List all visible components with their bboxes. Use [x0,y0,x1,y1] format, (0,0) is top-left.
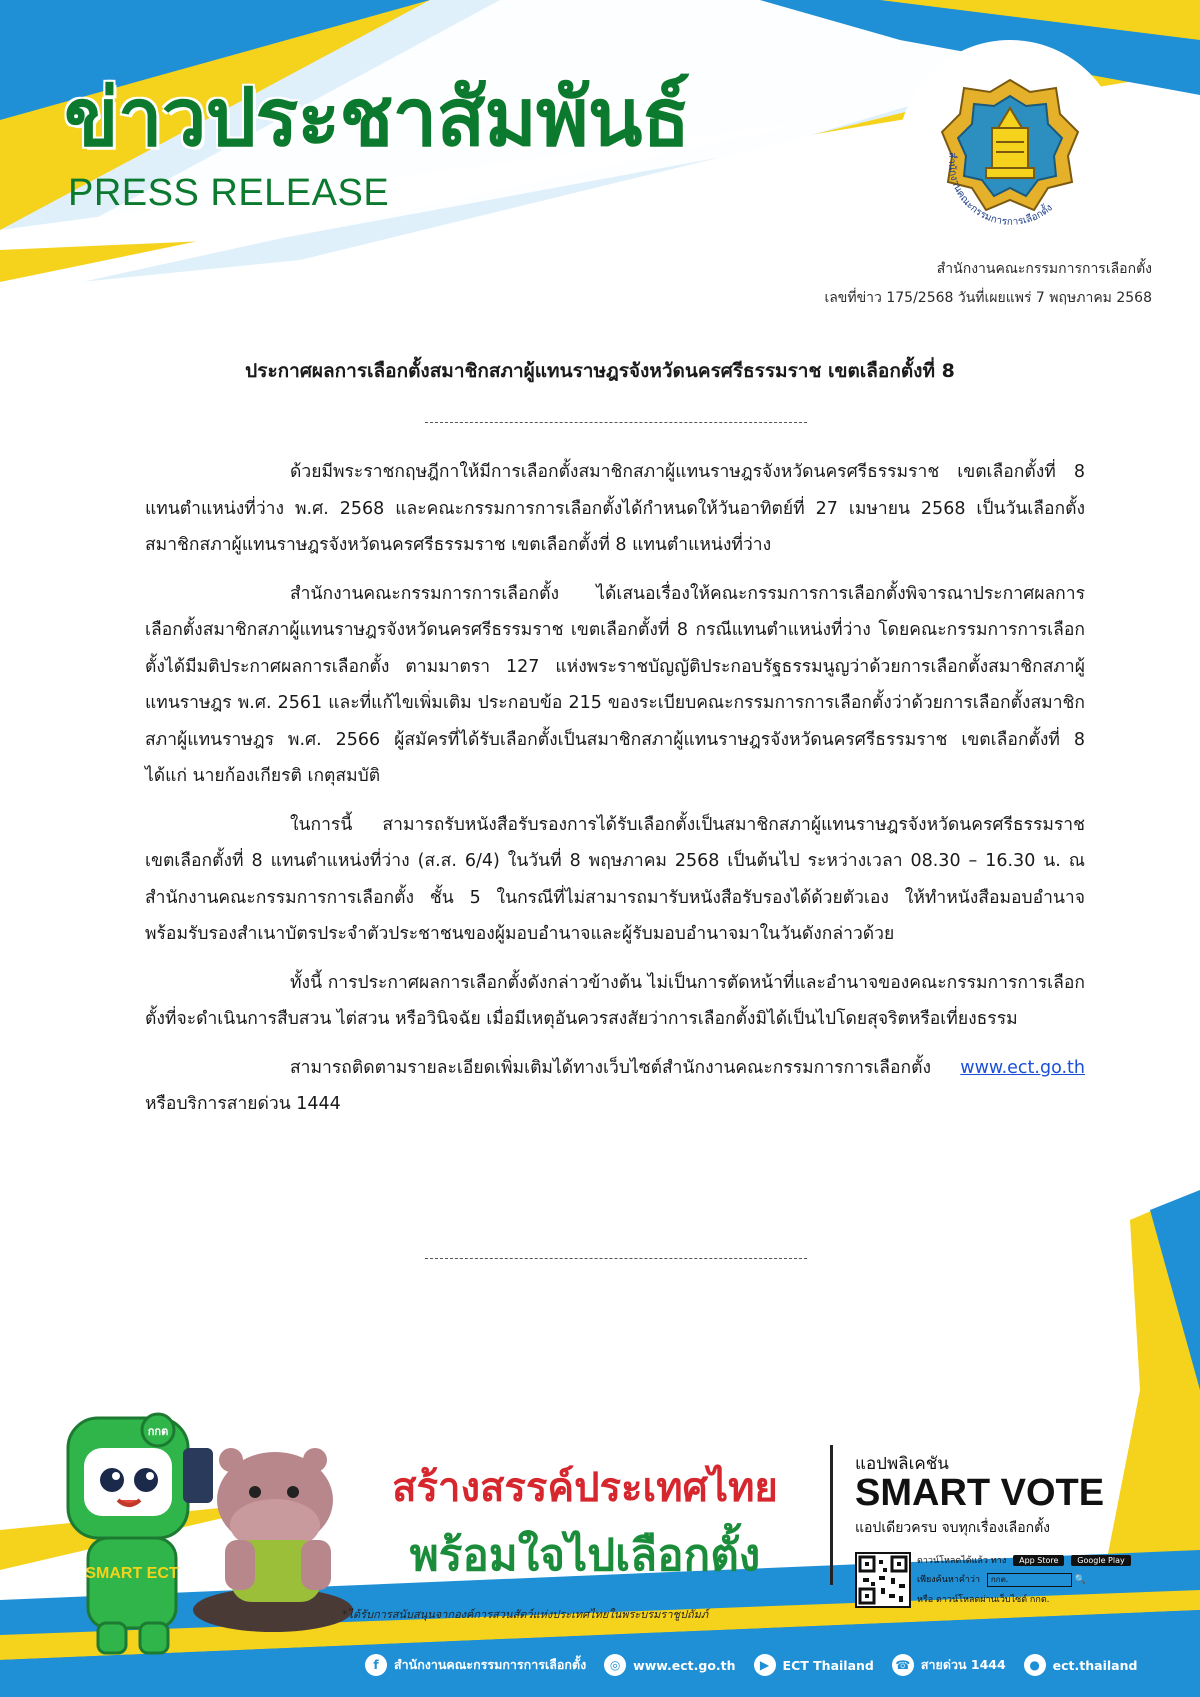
paragraph-2: สำนักงานคณะกรรมการการเลือกตั้ง ได้เสนอเรื่องให้คณะกรรมการการเลือกตั้งพิจารณาประกาศผลการเลือกตั้งสมาชิกสภาผู้แทนราษฎรจังหวัดนครศรีธรรมราช เขตเลือกตั้งที่ 8 กรณีแทนตำแหน่งที่ว่าง โดยคณะกรรมการการเลือกตั้งได้มีมติประกาศผลการเลือกตั้ง ตามมาตรา 127 แห่งพระราชบัญญัติประกอบรัฐธรรมนูญว่าด้วยการเลือกตั้งสมาชิกสภาผู้แทนราษฎร พ.ศ. 2561 และที่แก้ไขเพิ่มเติม ประกอบข้อ 215 ของระเบียบคณะกรรมการการเลือกตั้งว่าด้วยการเลือกตั้งสมาชิกสภาผู้แทนราษฎร พ.ศ. 2566 ผู้สมัครที่ได้รับเลือกตั้งเป็นสมาชิกสภาผู้แทนราษฎรจังหวัดนครศรีธรรมราช เขตเลือกตั้งที่ 8 ได้แก่ นายก้องเกียรติ เกตุสมบัติ [145,583,1085,786]
ect-seal-logo [930,72,1090,232]
slogan-note: *ได้รับการสนับสนุนจากองค์การสวนสัตว์แห่งประเทศไทยในพระบรมราชูปถัมภ์ [342,1608,709,1621]
facebook-icon: f [365,1654,387,1676]
hippo-mascot [185,1440,360,1635]
document-body [145,454,1085,1135]
app-store-badge[interactable]: App Store [1013,1555,1064,1566]
youtube-label: ECT Thailand [782,1657,874,1673]
search-row [917,1572,1086,1587]
footer-contact-bar [365,1648,1155,1682]
qr-code-icon [855,1552,911,1608]
release-number-date: เลขที่ข่าว 175/2568 วันที่เผยแพร่ 7 พฤษภาคม 2568 [824,290,1152,306]
slogan-line-2: พร้อมใจไปเลือกตั้ง [409,1530,761,1581]
app-name: SMART VOTE [855,1472,1105,1514]
line-chat-icon: ● [1024,1654,1046,1676]
download-row [917,1553,1131,1567]
office-name: สำนักงานคณะกรรมการการเลือกตั้ง [936,261,1152,277]
paragraph-4: ทั้งนี้ การประกาศผลการเลือกตั้งดังกล่าวข้างต้น ไม่เป็นการตัดหน้าที่และอำนาจของคณะกรรมการการเลือกตั้งที่จะดำเนินการสืบสวน ไต่สวน หรือวินิจฉัย เมื่อมีเหตุอันควรสงสัยว่าการเลือกตั้งมิได้เป็นไปโดยสุจริตหรือเที่ยงธรรม [145,972,1085,1029]
hotline-link[interactable] [892,1654,1006,1676]
search-term-box: กกต. [987,1573,1072,1587]
phone-icon: ☎ [892,1654,914,1676]
line-link[interactable] [1024,1654,1138,1676]
google-play-badge[interactable]: Google Play [1071,1555,1130,1566]
web-download-text: หรือ ดาวน์โหลดผ่านเว็บไซต์ กกต. [917,1595,1050,1605]
facebook-label: สำนักงานคณะกรรมการการเลือกตั้ง [394,1657,587,1672]
mascot-badge: กกต [147,1425,169,1438]
release-meta [824,255,1152,313]
paragraph-5 [145,1050,1085,1123]
download-label: ดาวน์โหลดได้แล้ว ทาง [917,1556,1007,1566]
search-icon: 🔍 [1074,1575,1086,1585]
header-title-en: PRESS RELEASE [68,172,390,214]
mascot-text: SMART ECT [85,1565,179,1582]
hotline-label: สายด่วน 1444 [920,1657,1006,1672]
app-label: แอปพลิเคชัน [855,1454,949,1474]
svg-text:สำนักงานคณะกรรมการการเลือกตั้ง [946,152,1055,228]
footer-separator [830,1445,833,1585]
search-label: เพียงค้นหาคำว่า [917,1575,981,1585]
divider-top [425,422,807,423]
website-label: www.ect.go.th [633,1657,736,1673]
header-title-thai: ข่าวประชาสัมพันธ์ [64,71,690,164]
globe-icon: ◎ [604,1654,626,1676]
youtube-play-icon: ▶ [754,1654,776,1676]
hotline-text: หรือบริการสายด่วน 1444 [145,1094,341,1114]
paragraph-1: ด้วยมีพระราชกฤษฎีกาให้มีการเลือกตั้งสมาชิกสภาผู้แทนราษฎรจังหวัดนครศรีธรรมราช เขตเลือกตั้งที่ 8 แทนตำแหน่งที่ว่าง พ.ศ. 2568 และคณะกรรมการการเลือกตั้งได้กำหนดให้วันอาทิตย์ที่ 27 เมษายน 2568 เป็นวันเลือกตั้งสมาชิกสภาผู้แทนราษฎรจังหวัดนครศรีธรรมราช เขตเลือกตั้งที่ 8 แทนตำแหน่งที่ว่าง [145,462,1085,555]
document-title: ประกาศผลการเลือกตั้งสมาชิกสภาผู้แทนราษฎรจังหวัดนครศรีธรรมราช เขตเลือกตั้งที่ 8 [245,360,955,382]
facebook-link[interactable] [365,1654,586,1676]
youtube-link[interactable] [754,1654,874,1676]
slogan-line-1: สร้างสรรค์ประเทศไทย [392,1465,778,1511]
line-label: ect.thailand [1052,1657,1138,1673]
paragraph-3: ในการนี้ สามารถรับหนังสือรับรองการได้รับเลือกตั้งเป็นสมาชิกสภาผู้แทนราษฎรจังหวัดนครศรีธรรมราช เขตเลือกตั้งที่ 8 แทนตำแหน่งที่ว่าง (ส.ส. 6/4) ในวันที่ 8 พฤษภาคม 2568 เป็นต้นไป ระหว่างเวลา 08.30 – 16.30 น. ณ สำนักงานคณะกรรมการการเลือกตั้ง ชั้น 5 ในกรณีที่ไม่สามารถมารับหนังสือรับรองได้ด้วยตัวเอง ให้ทำหนังสือมอบอำนาจพร้อมรับรองสำเนาบัตรประจำตัวประชาชนของผู้มอบอำนาจและผู้รับมอบอำนาจมาในวันดังกล่าวด้วย [145,814,1085,944]
app-tagline: แอปเดียวครบ จบทุกเรื่องเลือกตั้ง [855,1520,1051,1536]
website-link[interactable]: www.ect.go.th [960,1057,1085,1078]
ect-seal-text: สำนักงานคณะกรรมการการเลือกตั้ง [945,151,1055,228]
website-footer-link[interactable] [604,1654,735,1676]
paragraph-5-text: สามารถติดตามรายละเอียดเพิ่มเติมได้ทางเว็บไซต์สำนักงานคณะกรรมการการเลือกตั้ง [290,1057,932,1078]
